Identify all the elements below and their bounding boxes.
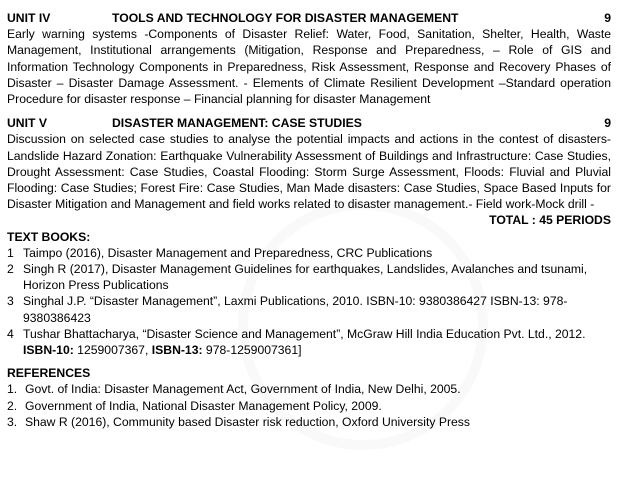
item-text: [23, 326, 611, 358]
unit-iv-body: Early warning systems -Components of Disaster Relief: Water, Food, Sanitation, Shelter, Health, Waste Management, Institutional arrangements (Mitigation, Response and Preparedness, – Role of GIS and Information Technology Components in Preparedness, Risk Assessment, Response and Recovery Phases of Disaster – Disaster Damage Assessment. - Elements of Climate Resilient Development –Standard operation Procedure for disaster response – Financial planning for disaster Management: [7, 27, 611, 107]
isbn13-value: 978-1259007361]: [202, 343, 302, 358]
item-number: 1: [7, 245, 14, 260]
unit-label: UNIT IV: [7, 11, 51, 25]
unit-hours: 9: [604, 116, 611, 131]
list-item: [7, 261, 611, 293]
isbn10-label: ISBN-10:: [23, 343, 74, 358]
item-number: 1.: [7, 382, 18, 397]
item-number: 2.: [7, 398, 18, 413]
list-item: [7, 293, 611, 325]
list-item: [7, 245, 611, 261]
textbooks-heading: TEXT BOOKS:: [7, 229, 91, 244]
textbooks-list: [7, 245, 611, 358]
item-text-part: Tushar Bhattacharya, “Disaster Science and Management”, McGraw Hill India Education Pvt. Ltd., 2012.: [23, 326, 586, 341]
item-number: 3: [7, 294, 14, 309]
item-text: Shaw R (2016), Community based Disaster risk reduction, Oxford University Press: [25, 414, 470, 429]
item-number: 3.: [7, 414, 18, 429]
item-text: Taimpo (2016), Disaster Management and Preparedness, CRC Publications: [23, 245, 433, 260]
total-periods: TOTAL : 45 PERIODS: [489, 213, 611, 228]
isbn10-value: 1259007367,: [73, 343, 152, 358]
unit-hours: 9: [604, 11, 611, 25]
references-list: [7, 381, 611, 430]
list-item: [7, 398, 611, 414]
unit-iv-heading: [7, 10, 611, 26]
unit-title: TOOLS AND TECHNOLOGY FOR DISASTER MANAGEMENT: [112, 11, 459, 25]
syllabus-page: [7, 10, 611, 430]
unit-v-heading: [7, 115, 611, 131]
item-text: Singhal J.P. “Disaster Management”, Laxmi Publications, 2010. ISBN-10: 9380386427 ISBN-13: 978-9380386423: [23, 294, 568, 325]
item-text: Govt. of India: Disaster Management Act, Government of India, New Delhi, 2005.: [25, 382, 461, 397]
list-item: [7, 381, 611, 397]
references-heading: REFERENCES: [7, 366, 91, 381]
list-item: [7, 414, 611, 430]
list-item: [7, 326, 611, 358]
item-text: Singh R (2017), Disaster Management Guidelines for earthquakes, Landslides, Avalanches and tsunami, Horizon Press Publications: [23, 262, 588, 293]
item-text: Government of India, National Disaster Management Policy, 2009.: [25, 398, 382, 413]
item-number: 4: [7, 326, 14, 341]
unit-label: UNIT V: [7, 116, 47, 131]
isbn13-label: ISBN-13:: [151, 343, 203, 358]
unit-title: DISASTER MANAGEMENT: CASE STUDIES: [112, 116, 362, 131]
item-number: 2: [7, 262, 14, 277]
unit-v-body: Discussion on selected case studies to analyse the potential impacts and actions in the contest of disasters-Landslide Hazard Zonation: Earthquake Vulnerability Assessment of Buildings and Infrastructure: Case Studies, Drought Assessment: Case Studies, Coastal Flooding: Storm Surge Assessment, Floods: Fluvial and Pluvial Flooding: Case Studies; Forest Fire: Case Studies, Man Made disasters: Case Studies, Space Based Inputs for Disaster Mitigation and Management and field works related to disaster management.- Field work-Mock drill -: [7, 132, 611, 212]
